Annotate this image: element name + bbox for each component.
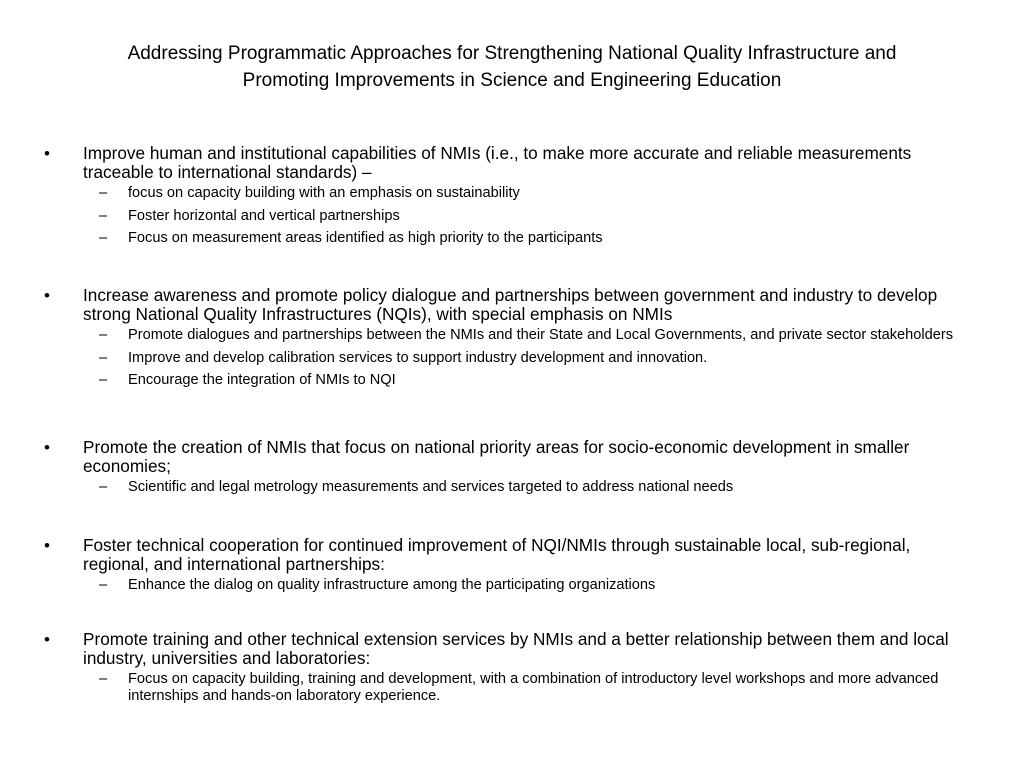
- sub-item: [0, 671, 1024, 705]
- bullet-item-4: [0, 536, 1024, 600]
- sub-item-label: Promote dialogues and partnerships between the NMIs and their State and Local Governments, and private sector stakeholders: [128, 327, 954, 343]
- bullet-marker: •: [44, 536, 50, 555]
- sub-item-label: Scientific and legal metrology measurements and services targeted to address national needs: [128, 479, 734, 495]
- bullet-item-2: [0, 286, 1024, 395]
- sub-list: [0, 671, 1024, 705]
- bullet-text: [0, 286, 1024, 324]
- bullet-label: Promote training and other technical extension services by NMIs and a better relationship between them and local industry, universities and laboratories:: [83, 629, 949, 668]
- sub-item: [0, 208, 1024, 225]
- bullet-item-3: [0, 438, 1024, 502]
- bullet-item-1: [0, 144, 1024, 253]
- sub-item: [0, 372, 1024, 389]
- sub-item-label: Focus on measurement areas identified as high priority to the participants: [128, 230, 603, 246]
- slide-title-line-2: Promoting Improvements in Science and Engineering Education: [242, 70, 782, 91]
- sub-list: [0, 479, 1024, 496]
- bullet-text: [0, 144, 1024, 182]
- sub-item: [0, 479, 1024, 496]
- bullet-text: [0, 536, 1024, 574]
- bullet-label: Increase awareness and promote policy dialogue and partnerships between government and industry to develop strong National Quality Infrastructures (NQIs), with special emphasis on NMIs: [83, 285, 938, 324]
- bullet-text: [0, 438, 1024, 476]
- sub-marker: –: [99, 577, 108, 593]
- sub-item: [0, 350, 1024, 367]
- slide-title-line-1: Addressing Programmatic Approaches for Strengthening National Quality Infrastructure and: [127, 43, 897, 64]
- bullet-marker: •: [44, 144, 50, 163]
- bullet-label: Foster technical cooperation for continued improvement of NQI/NMIs through sustainable local, sub-regional, regional, and international partnerships:: [83, 535, 911, 574]
- sub-marker: –: [99, 372, 108, 388]
- sub-item: [0, 327, 1024, 344]
- sub-item-label: Enhance the dialog on quality infrastructure among the participating organizations: [128, 577, 656, 593]
- sub-marker: –: [99, 671, 108, 687]
- sub-marker: –: [99, 327, 108, 343]
- sub-marker: –: [99, 185, 108, 201]
- sub-item: [0, 230, 1024, 247]
- sub-item: [0, 577, 1024, 594]
- sub-list: [0, 577, 1024, 594]
- sub-list: [0, 185, 1024, 247]
- bullet-label: Promote the creation of NMIs that focus on national priority areas for socio-economic development in smaller economies;: [83, 437, 910, 476]
- sub-list: [0, 327, 1024, 389]
- bullet-text: [0, 630, 1024, 668]
- sub-item-label: Encourage the integration of NMIs to NQI: [128, 372, 396, 388]
- sub-marker: –: [99, 479, 108, 495]
- sub-item-label: Focus on capacity building, training and development, with a combination of introductory level workshops and more advanced internships and hands-on laboratory experience.: [128, 671, 939, 704]
- bullet-marker: •: [44, 438, 50, 457]
- bullet-marker: •: [44, 630, 50, 649]
- sub-item-label: focus on capacity building with an emphasis on sustainability: [128, 185, 520, 201]
- bullet-label: Improve human and institutional capabilities of NMIs (i.e., to make more accurate and reliable measurements traceable to international standards) –: [83, 143, 912, 182]
- sub-marker: –: [99, 230, 108, 246]
- sub-item: [0, 185, 1024, 202]
- sub-item-label: Foster horizontal and vertical partnerships: [128, 207, 400, 224]
- bullet-marker: •: [44, 286, 50, 305]
- bullet-item-5: [0, 630, 1024, 711]
- sub-marker: –: [99, 207, 108, 224]
- sub-item-label: Improve and develop calibration services to support industry development and innovation.: [128, 349, 708, 366]
- sub-marker: –: [99, 349, 108, 366]
